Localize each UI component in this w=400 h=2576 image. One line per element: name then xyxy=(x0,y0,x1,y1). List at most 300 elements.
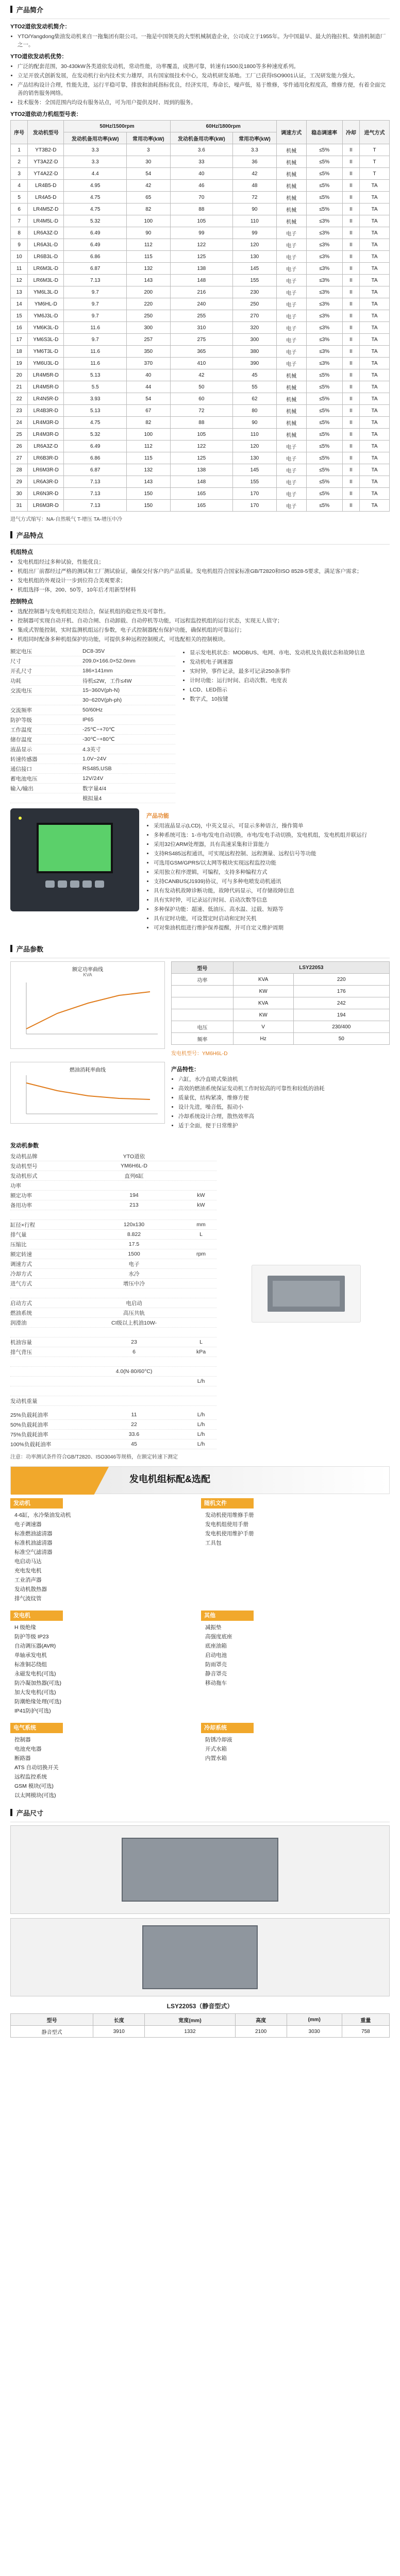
spec-value: 电子 xyxy=(128,1261,140,1267)
table-cell: 275 xyxy=(170,334,233,346)
spec-row xyxy=(10,656,175,666)
section-title: 产品尺寸 xyxy=(16,1809,44,1817)
table-cell: II xyxy=(342,369,359,381)
table-cell: TA xyxy=(360,440,390,452)
table-cell: ≤3% xyxy=(306,310,342,322)
table-cell: ≤5% xyxy=(306,168,342,180)
table-cell: II xyxy=(342,488,359,500)
table-row xyxy=(11,215,390,227)
spec-value: CI级以上机油10W- xyxy=(111,1319,157,1326)
table-cell: YT3A2Z-D xyxy=(28,156,64,168)
table-row xyxy=(11,263,390,275)
table-cell: 88 xyxy=(170,204,233,215)
table-cell: 115 xyxy=(127,251,171,263)
table-cell: 45 xyxy=(233,369,277,381)
table-cell: 3.3 xyxy=(233,144,277,156)
table-cell: 5.32 xyxy=(64,429,127,440)
table-cell: 125 xyxy=(170,251,233,263)
table-cell: 320 xyxy=(233,322,277,334)
list-item: 单轴承发电机 xyxy=(14,1652,47,1658)
spec-row xyxy=(10,1308,216,1318)
spec-key: 尺寸 xyxy=(10,658,21,665)
col-header: 宽度(mm) xyxy=(145,2014,236,2026)
table-cell: 220 xyxy=(293,974,389,986)
table-cell: LR4M3R-D xyxy=(28,417,64,429)
table-cell: 3030 xyxy=(287,2026,342,2038)
spec-value: -30℃~+80℃ xyxy=(82,736,115,742)
controller-spec-list xyxy=(10,647,175,803)
generator-std-col xyxy=(10,1611,196,1718)
table-cell: 125 xyxy=(170,452,233,464)
table-cell: 5.32 xyxy=(64,215,127,227)
table-cell: 6.49 xyxy=(64,440,127,452)
table-cell: ≤5% xyxy=(306,381,342,393)
table-cell: ≤3% xyxy=(306,251,342,263)
table-cell: LR6A3Z-D xyxy=(28,227,64,239)
acc-header: 发动机 xyxy=(10,1498,63,1509)
table-row xyxy=(11,144,390,156)
table-cell: 28 xyxy=(11,464,28,476)
spec-row xyxy=(10,1181,216,1191)
col-header: 常用功率(kW) xyxy=(233,132,277,144)
table-cell: LR6B3L-D xyxy=(28,251,64,263)
docs-std-col xyxy=(201,1498,387,1605)
table-cell: 8 xyxy=(11,227,28,239)
table-cell: YT3B2-D xyxy=(28,144,64,156)
table-row xyxy=(11,239,390,251)
table-cell: 82 xyxy=(127,417,171,429)
list-item: • 可选用GSM/GPRS/以太网等模块实现远程监控功能 xyxy=(154,859,390,867)
spec-row xyxy=(10,1377,216,1386)
table-cell: LR6N3R-D xyxy=(28,488,64,500)
table-cell: 82 xyxy=(127,204,171,215)
params-top-row xyxy=(10,961,390,1057)
list-item: • 机组同时配备多种机组保护的功能，可提供多种远程控制模式，可选配相关的控制模块。 xyxy=(18,635,390,643)
list-item: 防冷凝加热器(可选) xyxy=(14,1680,61,1686)
spec-value: 17.5 xyxy=(128,1241,140,1247)
spec-key: 启动方式 xyxy=(10,1300,32,1307)
table-cell: 机械 xyxy=(276,192,306,204)
spec-row xyxy=(10,1396,216,1406)
table-cell: II xyxy=(342,310,359,322)
table-cell: II xyxy=(342,452,359,464)
controller-keys xyxy=(20,880,130,888)
table-cell: 频率 xyxy=(172,1033,234,1045)
table-cell: 130 xyxy=(233,251,277,263)
table-cell: 电子 xyxy=(276,322,306,334)
spec-key: 25%负载耗油率 xyxy=(10,1412,48,1418)
table-row xyxy=(11,381,390,393)
table-cell: 电子 xyxy=(276,263,306,275)
table-cell: 机械 xyxy=(276,405,306,417)
table-cell: T xyxy=(360,168,390,180)
table-row xyxy=(11,417,390,429)
product-advantages xyxy=(171,1062,390,1133)
unit-features-title: 机组特点 xyxy=(10,549,33,555)
acc-header: 随机文件 xyxy=(201,1498,254,1509)
spec-row xyxy=(10,1357,216,1367)
table-cell: II xyxy=(342,168,359,180)
list-item: 高强度底座 xyxy=(205,1634,232,1640)
table-cell: TA xyxy=(360,452,390,464)
table-cell: 194 xyxy=(293,1009,389,1021)
table-cell: 电子 xyxy=(276,358,306,369)
table-cell: 230/400 xyxy=(293,1021,389,1033)
col-header: 稳态调速率 xyxy=(306,121,342,144)
spec-row xyxy=(10,705,175,715)
genset-side-drawing-icon xyxy=(142,1925,258,1989)
standard-options-banner xyxy=(10,1466,390,1494)
table-row xyxy=(11,286,390,298)
table-cell: 70 xyxy=(170,192,233,204)
table-cell: LR4A5-D xyxy=(28,192,64,204)
table-cell: 6.86 xyxy=(64,452,127,464)
spec-row xyxy=(10,647,175,656)
fuel-row xyxy=(10,1410,216,1420)
list-item: 开式水箱 xyxy=(205,1746,227,1752)
table-cell: 机械 xyxy=(276,369,306,381)
spec-key: 输入/输出 xyxy=(10,785,34,792)
table-cell xyxy=(172,1009,234,1021)
spec-row xyxy=(10,715,175,725)
table-row xyxy=(11,168,390,180)
table-cell: 150 xyxy=(127,500,171,512)
table-cell: 机械 xyxy=(276,156,306,168)
yto-subtitle: YTO2道依发动机简介： xyxy=(10,24,71,30)
table-cell: TA xyxy=(360,464,390,476)
table-cell: KW xyxy=(233,1009,293,1021)
spec-row xyxy=(10,1259,216,1269)
dimension-drawing-side xyxy=(10,1918,390,1996)
table-cell: TA xyxy=(360,417,390,429)
table-cell: 72 xyxy=(233,192,277,204)
col-header: 发动机型号 xyxy=(28,121,64,144)
yto-advantages-list xyxy=(10,62,390,107)
table-cell: TA xyxy=(360,204,390,215)
table-cell: II xyxy=(342,275,359,286)
spec-row xyxy=(10,1328,216,1337)
table-cell: 3 xyxy=(11,168,28,180)
table-cell: 257 xyxy=(127,334,171,346)
controller-spec-block xyxy=(10,647,390,803)
spec-unit: mm xyxy=(196,1222,206,1228)
list-item: 标准空气滤清器 xyxy=(14,1549,53,1555)
table-cell: 90 xyxy=(233,204,277,215)
list-item: • 实时钟，事件记录，最多可记录250条事件 xyxy=(190,667,390,675)
table-row xyxy=(11,2026,390,2038)
col-header: 序号 xyxy=(11,121,28,144)
spec-key: 冷却方式 xyxy=(10,1270,32,1277)
spec-row xyxy=(10,1318,216,1328)
table-cell: LR4M5Z-D xyxy=(28,204,64,215)
table-cell: TA xyxy=(360,239,390,251)
table-cell: 10 xyxy=(11,251,28,263)
list-item: H 级绝缘 xyxy=(14,1624,36,1631)
elec-std-col xyxy=(10,1723,196,1802)
spec-unit: L xyxy=(199,1231,203,1238)
yto-intro-list xyxy=(10,32,390,49)
spec-unit: kW xyxy=(197,1192,205,1198)
table-cell: 112 xyxy=(127,440,171,452)
table-cell: 29 xyxy=(11,476,28,488)
spec-row xyxy=(10,1210,216,1220)
section-title: 产品简介 xyxy=(16,6,44,14)
table-cell: 9.7 xyxy=(64,334,127,346)
list-item: 移动拖车 xyxy=(205,1680,227,1686)
table-cell: V xyxy=(233,1021,293,1033)
table-cell: II xyxy=(342,476,359,488)
dimension-table xyxy=(10,2013,390,2038)
spec-key: 75%负载耗油率 xyxy=(10,1431,48,1438)
spec-key: 进气方式 xyxy=(10,1280,32,1287)
table-row xyxy=(172,1009,390,1021)
table-cell: II xyxy=(342,239,359,251)
table-row xyxy=(11,156,390,168)
table-cell xyxy=(172,986,234,997)
engine-params-title: 发动机参数 xyxy=(10,1143,39,1149)
table-cell: 350 xyxy=(127,346,171,358)
table-row xyxy=(11,393,390,405)
list-item: • 发电机组的外观设计一步到位符合美观要求； xyxy=(18,577,390,585)
list-item: 以太网模块(可选) xyxy=(14,1792,56,1799)
table-cell: 16 xyxy=(11,322,28,334)
table-cell: 机械 xyxy=(276,429,306,440)
table-row xyxy=(11,334,390,346)
table-row xyxy=(172,997,390,1009)
table-cell: TA xyxy=(360,227,390,239)
table-cell: ≤5% xyxy=(306,405,342,417)
table-cell: YM6HL-D xyxy=(28,298,64,310)
list-item: 工业消声器 xyxy=(14,1577,42,1583)
table-cell: 3.3 xyxy=(64,144,127,156)
table-cell: 4 xyxy=(11,180,28,192)
table-cell: 13 xyxy=(11,286,28,298)
spec-key: 额定电压 xyxy=(10,648,32,655)
spec-key: 100%负载耗油率 xyxy=(10,1441,52,1448)
controller-right-list xyxy=(182,647,390,803)
table-cell: KVA xyxy=(233,997,293,1009)
table-cell: 380 xyxy=(233,346,277,358)
table-cell: 11.6 xyxy=(64,322,127,334)
table-cell: II xyxy=(342,417,359,429)
table-cell: 电子 xyxy=(276,251,306,263)
table-row xyxy=(11,180,390,192)
table-cell: 9.7 xyxy=(64,298,127,310)
power-curve-chart xyxy=(10,961,165,1049)
table-cell: 3.93 xyxy=(64,393,127,405)
list-item: • 支持CANBUS(J1939)协议，可与多种电喷发动机通讯 xyxy=(154,877,390,886)
table-cell: 1 xyxy=(11,144,28,156)
col-header: 调速方式 xyxy=(276,121,306,144)
spec-key: 备用功率 xyxy=(10,1202,32,1209)
table-cell: 120 xyxy=(233,239,277,251)
spec-key: 发动机型号 xyxy=(10,1163,38,1170)
list-item: 断路器 xyxy=(14,1755,31,1761)
spec-value: 23 xyxy=(131,1339,137,1345)
spec-key: 交流频率 xyxy=(10,707,32,714)
dimension-drawing-front xyxy=(10,1825,390,1914)
table-cell: 电子 xyxy=(276,334,306,346)
table-cell: 11.6 xyxy=(64,346,127,358)
table-cell: 24 xyxy=(11,417,28,429)
table-cell: ≤3% xyxy=(306,346,342,358)
table-cell: 220 xyxy=(127,298,171,310)
acc-header: 电气系统 xyxy=(10,1723,63,1733)
list-item: • 数字式，10按键 xyxy=(190,695,390,703)
table-cell: 145 xyxy=(233,464,277,476)
list-item: 发电机使用维护手册 xyxy=(205,1531,254,1537)
table-cell: II xyxy=(342,180,359,192)
table-cell xyxy=(172,997,234,1009)
spec-row xyxy=(10,696,175,705)
table-cell: 105 xyxy=(170,429,233,440)
spec-value: 11 xyxy=(131,1412,137,1418)
spec-value: 22 xyxy=(131,1421,137,1428)
spec-row xyxy=(10,1386,216,1396)
engine-spec-table xyxy=(10,120,390,512)
table-cell: 365 xyxy=(170,346,233,358)
table-cell: 6.86 xyxy=(64,251,127,263)
table-cell: 3 xyxy=(127,144,171,156)
table-cell: LR6A3L-D xyxy=(28,239,64,251)
table-cell: ≤5% xyxy=(306,488,342,500)
spec-unit: kPa xyxy=(196,1349,206,1355)
table-cell: ≤3% xyxy=(306,227,342,239)
table-cell: 6.49 xyxy=(64,239,127,251)
table-cell: LR4B5-D xyxy=(28,180,64,192)
table-cell: LR4M3R-D xyxy=(28,429,64,440)
table-cell: 242 xyxy=(293,997,389,1009)
key-icon xyxy=(45,880,55,888)
table-cell: 30 xyxy=(127,156,171,168)
controller-functions xyxy=(146,808,390,935)
table-cell: YM6S3L-D xyxy=(28,334,64,346)
table-cell: 100 xyxy=(127,215,171,227)
section-features-header xyxy=(10,529,390,541)
spec-value: YTO道依 xyxy=(123,1153,145,1160)
key-icon xyxy=(58,880,67,888)
table-cell: 1332 xyxy=(145,2026,236,2038)
table-cell: 30 xyxy=(11,488,28,500)
list-item: • YTO/Yangdong柴油发动机来自一拖集团有限公司。一拖是中国领先的大型机械制造企业，公司成立于1955年。为中国最早、最大的拖拉机、柴油机制造厂之一。 xyxy=(18,32,390,49)
table-cell: 电子 xyxy=(276,500,306,512)
table-cell: TA xyxy=(360,180,390,192)
table-cell: LR4B3R-D xyxy=(28,405,64,417)
spec-value: 209.0×166.0×52.0mm xyxy=(82,658,136,664)
table-cell: TA xyxy=(360,298,390,310)
table-cell: 165 xyxy=(170,488,233,500)
table-cell: 6.49 xyxy=(64,227,127,239)
list-item: 标准燃油滤清器 xyxy=(14,1531,53,1537)
table-cell: TA xyxy=(360,286,390,298)
chart-title: 额定功率曲线 xyxy=(72,967,103,973)
spec-value: 15~360V(ph-N) xyxy=(82,687,120,693)
spec-key: 通信接口 xyxy=(10,766,32,772)
chart-title: 燃油消耗率曲线 xyxy=(70,1067,106,1073)
engine-params-note: 注意：功率测试条件符合GB/T2820、ISO3046等规格，在额定转速下测定 xyxy=(10,1454,178,1460)
list-item: • 六缸，水冷直喷式柴油机 xyxy=(178,1075,390,1083)
list-item: 电子调速器 xyxy=(14,1521,42,1528)
section-marker xyxy=(10,6,12,13)
table-cell: 255 xyxy=(170,310,233,322)
table-cell: 11.6 xyxy=(64,358,127,369)
table-cell: ≤5% xyxy=(306,180,342,192)
cool-std-col xyxy=(201,1723,387,1802)
list-item: • 多种系统可选：1-市电/发电自动切换，市电/发电手动切换，发电机组，发电机组并联运行 xyxy=(154,831,390,839)
table-cell: 电压 xyxy=(172,1021,234,1033)
table-cell: 6.87 xyxy=(64,263,127,275)
list-item: • 具有实时钟，可记录运行时间、启动次数等信息 xyxy=(154,896,390,904)
spec-row xyxy=(10,725,175,735)
table-cell: 300 xyxy=(127,322,171,334)
col-header: 重量 xyxy=(342,2014,389,2026)
table-cell: 电子 xyxy=(276,476,306,488)
table-cell: II xyxy=(342,440,359,452)
spec-value: 数字量4/4 xyxy=(82,785,107,792)
spec-value: 30~620V(ph-ph) xyxy=(82,697,122,703)
table-cell: 9.7 xyxy=(64,286,127,298)
table-cell: II xyxy=(342,263,359,275)
section-params-header xyxy=(10,942,390,955)
table-cell: 6.87 xyxy=(64,464,127,476)
table-cell: ≤5% xyxy=(306,393,342,405)
list-item: 工具包 xyxy=(205,1540,222,1546)
col-header: 高度 xyxy=(235,2014,287,2026)
spec-unit: rpm xyxy=(196,1251,206,1257)
col-header: 常用功率(kW) xyxy=(127,132,171,144)
controller-functions-title: 产品功能 xyxy=(146,813,169,819)
table-cell: 4.95 xyxy=(64,180,127,192)
fuel-row xyxy=(10,1420,216,1430)
list-item: • 适于全面，便于日常维护 xyxy=(178,1122,390,1130)
table-cell: 3.3 xyxy=(64,156,127,168)
list-item: • 显示发电机状态：MODBUS、电网、市电、发动机及负载状态和故障信息 xyxy=(190,649,390,657)
table-cell: II xyxy=(342,298,359,310)
table-cell: 165 xyxy=(170,500,233,512)
list-item: 电池充电器 xyxy=(14,1746,42,1752)
table-cell: 54 xyxy=(127,393,171,405)
table-cell: 155 xyxy=(233,476,277,488)
table-cell: LR4M5L-D xyxy=(28,215,64,227)
table-cell: LR6M3L-D xyxy=(28,263,64,275)
table-cell: 电子 xyxy=(276,310,306,322)
table-cell: 46 xyxy=(170,180,233,192)
table-cell: 23 xyxy=(11,405,28,417)
spec-unit: L/h xyxy=(197,1378,205,1384)
table-cell: TA xyxy=(360,310,390,322)
table-cell: ≤5% xyxy=(306,192,342,204)
spec-key: 额定转速 xyxy=(10,1251,32,1258)
table-cell: TA xyxy=(360,381,390,393)
table-cell: LSY22053 xyxy=(233,962,389,974)
table-cell: 370 xyxy=(127,358,171,369)
table-cell: 40 xyxy=(127,369,171,381)
spec-value: 1500 xyxy=(128,1251,140,1257)
list-item: • 技术服务：全国范围内均设有服务站点，可为用户提供及时、周到的服务。 xyxy=(18,98,390,107)
table-cell: T xyxy=(360,156,390,168)
spec-row xyxy=(10,666,175,676)
table-cell: LR6B3R-D xyxy=(28,452,64,464)
table-cell: 25 xyxy=(11,429,28,440)
table-cell: TA xyxy=(360,476,390,488)
spec-value: 50/60Hz xyxy=(82,707,103,713)
list-item: 启动电池 xyxy=(205,1652,227,1658)
spec-row xyxy=(10,1347,216,1357)
table-cell: ≤5% xyxy=(306,417,342,429)
section-title: 产品特点 xyxy=(16,531,44,539)
list-item: 内置水箱 xyxy=(205,1755,227,1761)
group-header: 60Hz/1800rpm xyxy=(170,121,276,132)
